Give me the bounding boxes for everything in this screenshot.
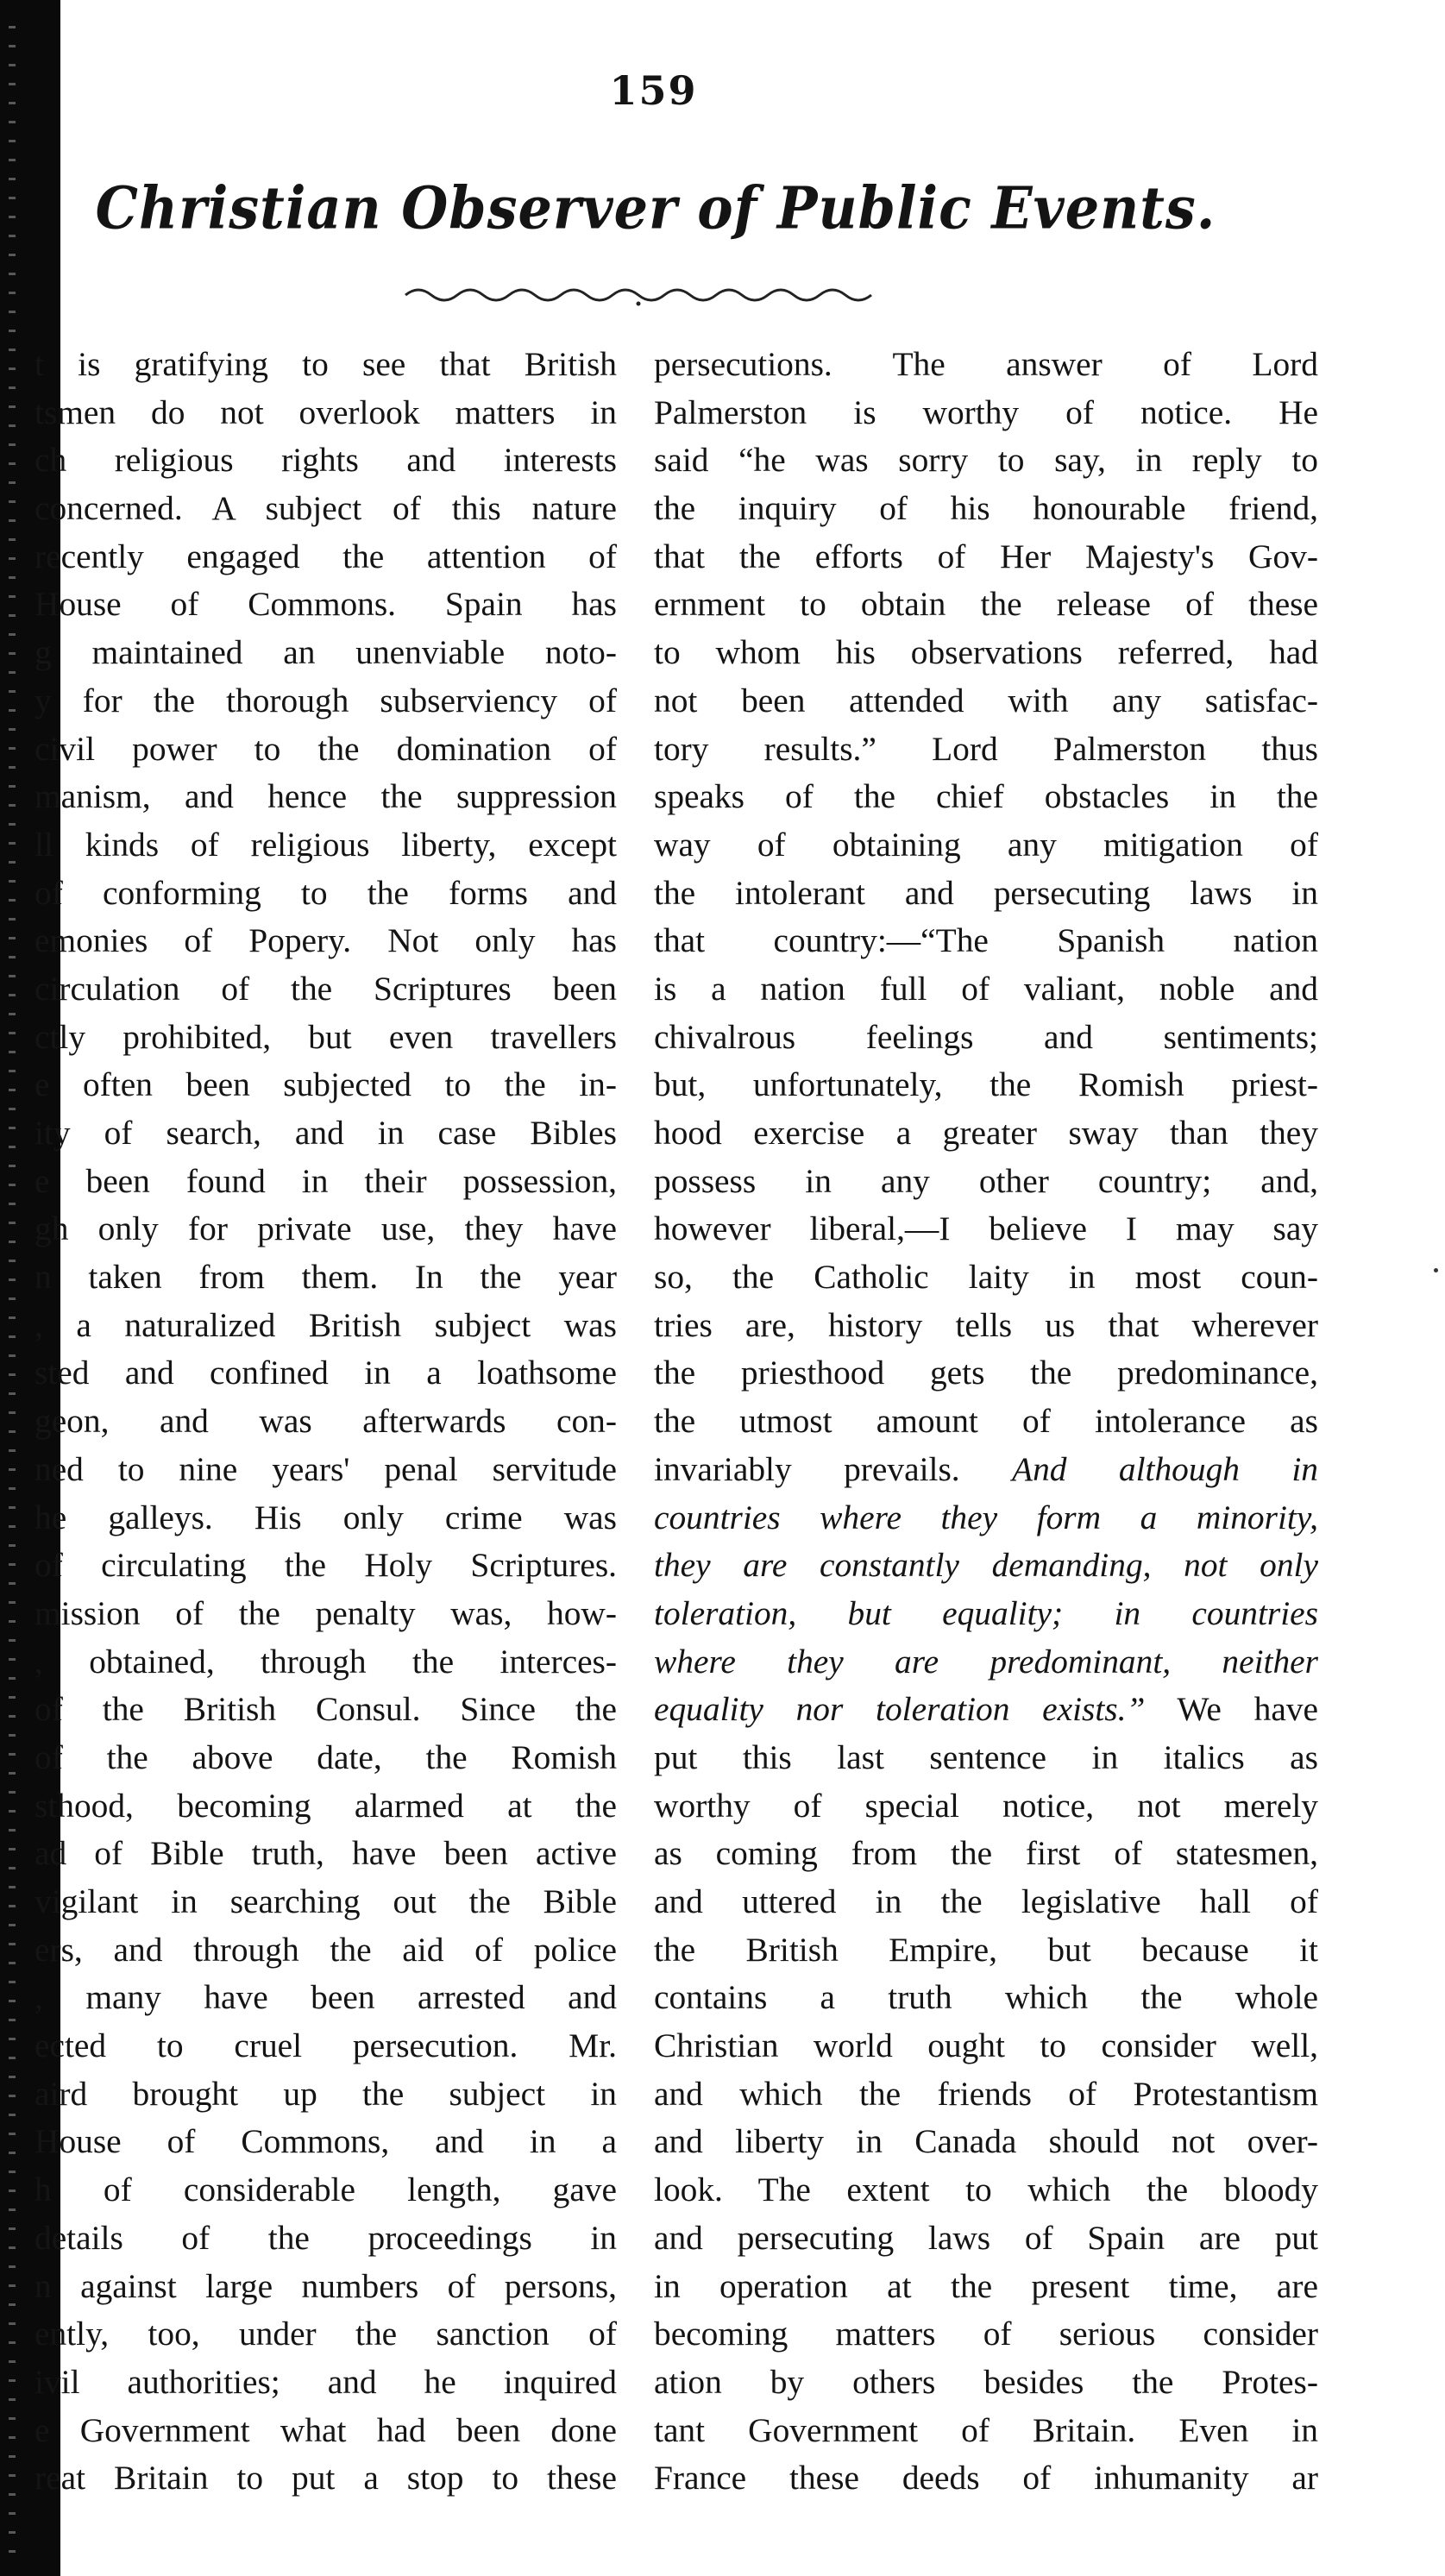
- text-line: the priesthood gets the predominance,: [654, 1354, 1318, 1392]
- text-line: ected to cruel persecution. Mr.: [35, 2026, 617, 2065]
- text-line: Christian world ought to consider well,: [654, 2026, 1318, 2065]
- binding-texture: [9, 26, 16, 2562]
- text-line: toleration, but equality; in countries: [654, 1593, 1318, 1632]
- text-line: gh only for private use, they have: [35, 1209, 617, 1248]
- text-line: House of Commons. Spain has: [35, 585, 617, 624]
- text-line: invariably prevails. And although in: [654, 1449, 1318, 1488]
- text-line: worthy of special notice, not merely: [654, 1786, 1318, 1825]
- text-line: equality nor toleration exists.” We have: [654, 1690, 1318, 1729]
- text-line: ned to nine years' penal servitude: [35, 1449, 617, 1488]
- text-line: France these deeds of inhumanity ar: [654, 2459, 1318, 2497]
- text-line: n against large numbers of persons,: [35, 2266, 617, 2305]
- text-line: e Government what had been done: [35, 2410, 617, 2449]
- text-line: ivil authorities; and he inquired: [35, 2362, 617, 2401]
- text-line: and which the friends of Protestantism: [654, 2074, 1318, 2113]
- text-line: and uttered in the legislative hall of: [654, 1882, 1318, 1920]
- text-line: Palmerston is worthy of notice. He: [654, 393, 1318, 431]
- text-line: is a nation full of valiant, noble and: [654, 969, 1318, 1008]
- text-line: geon, and was afterwards con-: [35, 1402, 617, 1441]
- text-line: ers, and through the aid of police: [35, 1930, 617, 1969]
- text-line: emonies of Popery. Not only has: [35, 921, 617, 960]
- text-line: persecutions. The answer of Lord: [654, 345, 1318, 383]
- text-line: sthood, becoming alarmed at the: [35, 1786, 617, 1825]
- text-line: they are constantly demanding, not only: [654, 1546, 1318, 1585]
- text-line: so, the Catholic laity in most coun-: [654, 1258, 1318, 1297]
- text-line: of circulating the Holy Scriptures.: [35, 1546, 617, 1585]
- text-line: ernment to obtain the release of these: [654, 585, 1318, 624]
- text-line: aird brought up the subject in: [35, 2074, 617, 2113]
- text-line: mission of the penalty was, how-: [35, 1593, 617, 1632]
- text-line: ad of Bible truth, have been active: [35, 1834, 617, 1873]
- text-line: of the above date, the Romish: [35, 1737, 617, 1776]
- text-line: ently, too, under the sanction of: [35, 2315, 617, 2353]
- text-line: and persecuting laws of Spain are put: [654, 2218, 1318, 2257]
- text-line: of conforming to the forms and: [35, 873, 617, 912]
- text-line: h of considerable length, gave: [35, 2171, 617, 2209]
- text-line: contains a truth which the whole: [654, 1978, 1318, 2017]
- text-line: tant Government of Britain. Even in: [654, 2410, 1318, 2449]
- text-line: ctly prohibited, but even travellers: [35, 1017, 617, 1056]
- text-line: not been attended with any satisfac-: [654, 681, 1318, 719]
- text-line: as coming from the first of statesmen,: [654, 1834, 1318, 1873]
- text-line: possess in any other country; and,: [654, 1161, 1318, 1200]
- text-line: the utmost amount of intolerance as: [654, 1402, 1318, 1441]
- text-line: tries are, history tells us that wherever: [654, 1305, 1318, 1344]
- text-line: ation by others besides the Protes-: [654, 2362, 1318, 2401]
- text-line: House of Commons, and in a: [35, 2122, 617, 2161]
- text-line: that the efforts of Her Majesty's Gov-: [654, 537, 1318, 575]
- text-line: tsmen do not overlook matters in: [35, 393, 617, 431]
- right-text-column: [654, 341, 1318, 2503]
- text-line: ch religious rights and interests: [35, 441, 617, 480]
- text-line: put this last sentence in italics as: [654, 1737, 1318, 1776]
- text-line: speaks of the chief obstacles in the: [654, 777, 1318, 816]
- text-line: circulation of the Scriptures been: [35, 969, 617, 1008]
- text-line: where they are predominant, neither: [654, 1642, 1318, 1681]
- text-line: he galleys. His only crime was: [35, 1498, 617, 1536]
- text-line: t is gratifying to see that British: [35, 345, 617, 383]
- text-line: g maintained an unenviable noto-: [35, 633, 617, 672]
- text-line: , a naturalized British subject was: [35, 1305, 617, 1344]
- text-line: ity of search, and in case Bibles: [35, 1114, 617, 1152]
- left-text-column: [35, 341, 617, 2503]
- text-line: the British Empire, but because it: [654, 1930, 1318, 1969]
- text-line: , obtained, through the interces-: [35, 1642, 617, 1681]
- text-line: y for the thorough subserviency of: [35, 681, 617, 719]
- text-line: that country:—“The Spanish nation: [654, 921, 1318, 960]
- text-line: e been found in their possession,: [35, 1161, 617, 1200]
- text-line: details of the proceedings in: [35, 2218, 617, 2257]
- text-line: but, unfortunately, the Romish priest-: [654, 1065, 1318, 1104]
- text-line: way of obtaining any mitigation of: [654, 825, 1318, 864]
- text-line: hood exercise a greater sway than they: [654, 1114, 1318, 1152]
- text-line: vigilant in searching out the Bible: [35, 1882, 617, 1920]
- text-line: concerned. A subject of this nature: [35, 489, 617, 528]
- page-number: 159: [609, 67, 698, 114]
- text-line: the inquiry of his honourable friend,: [654, 489, 1318, 528]
- text-line: said “he was sorry to say, in reply to: [654, 441, 1318, 480]
- text-line: civil power to the domination of: [35, 729, 617, 768]
- text-line: however liberal,—I believe I may say: [654, 1209, 1318, 1248]
- text-line: sted and confined in a loathsome: [35, 1354, 617, 1392]
- text-line: of the British Consul. Since the: [35, 1690, 617, 1729]
- text-line: the intolerant and persecuting laws in: [654, 873, 1318, 912]
- text-line: look. The extent to which the bloody: [654, 2171, 1318, 2209]
- text-line: , many have been arrested and: [35, 1978, 617, 2017]
- text-line: n taken from them. In the year: [35, 1258, 617, 1297]
- text-line: reat Britain to put a stop to these: [35, 2459, 617, 2497]
- text-line: ll kinds of religious liberty, except: [35, 825, 617, 864]
- text-line: e often been subjected to the in-: [35, 1065, 617, 1104]
- paper-speck: [1434, 1268, 1438, 1272]
- title-ornament-rule: [397, 278, 880, 312]
- text-line: chivalrous feelings and sentiments;: [654, 1017, 1318, 1056]
- text-line: tory results.” Lord Palmerston thus: [654, 729, 1318, 768]
- page-title: Christian Observer of Public Events.: [95, 174, 1216, 242]
- text-line: countries where they form a minority,: [654, 1498, 1318, 1536]
- text-line: recently engaged the attention of: [35, 537, 617, 575]
- text-line: becoming matters of serious consider: [654, 2315, 1318, 2353]
- text-line: manism, and hence the suppression: [35, 777, 617, 816]
- text-line: to whom his observations referred, had: [654, 633, 1318, 672]
- text-line: and liberty in Canada should not over-: [654, 2122, 1318, 2161]
- text-line: in operation at the present time, are: [654, 2266, 1318, 2305]
